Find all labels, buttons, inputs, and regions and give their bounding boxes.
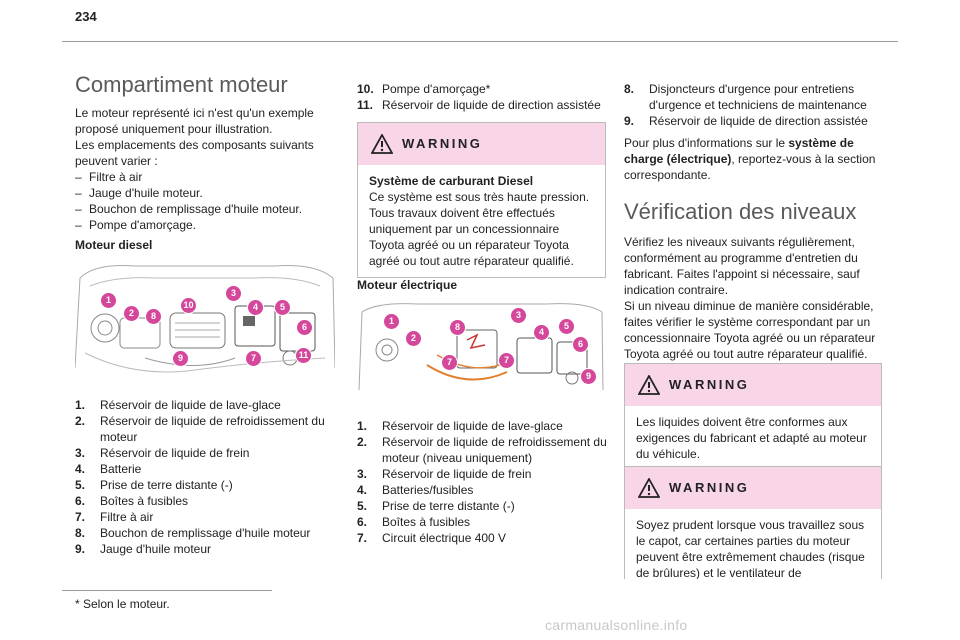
callout-badge-7: 7 xyxy=(245,350,262,367)
footnote: * Selon le moteur. xyxy=(75,597,170,611)
diesel-components-list-continued xyxy=(357,81,607,113)
warning-label: WARNING xyxy=(402,136,483,151)
callout-badge-7: 7 xyxy=(441,354,458,371)
callout-badge-6: 6 xyxy=(572,336,589,353)
list-item: 3. Réservoir de liquide de frein xyxy=(75,446,250,460)
list-item: 1. Réservoir de liquide de lave-glace xyxy=(75,398,281,412)
warning-triangle-icon xyxy=(638,375,660,395)
warning-text: Ce système est sous très haute pression. Tous travaux doivent être effectués uniquement par un concessionnaire Toyota agréé ou un réparateur Toyota agréé ou tout autre réparateur qualifié. xyxy=(369,190,590,268)
list-item: – Bouchon de remplissage d'huile moteur. xyxy=(75,202,303,216)
warning-box-hot-parts xyxy=(624,466,882,579)
watermark: carmanualsonline.info xyxy=(545,617,688,633)
header-divider xyxy=(62,41,898,42)
list-item: 11. Réservoir de liquide de direction assistée xyxy=(357,98,601,112)
list-item: 1. Réservoir de liquide de lave-glace xyxy=(357,419,563,433)
level-check-paragraph-2: Si un niveau diminue de manière considérable, faites vérifier le système correspondant par un concessionnaire Toyota agréé ou un réparateur Toyota agréé ou tout autre réparateur qualifié. xyxy=(624,299,876,361)
callout-badge-8: 8 xyxy=(449,319,466,336)
electric-components-list xyxy=(357,418,607,546)
list-item: 6. Boîtes à fusibles xyxy=(75,494,189,508)
warning-label: WARNING xyxy=(669,377,750,392)
warning-header xyxy=(625,467,881,509)
warning-label: WARNING xyxy=(669,480,750,495)
warning-header xyxy=(625,364,881,406)
list-item: 2. Réservoir de liquide de refroidissement du moteur xyxy=(75,414,325,444)
diesel-heading: Moteur diesel xyxy=(75,238,153,252)
list-item: 8. Disjoncteurs d'urgence pour entretiens d'urgence et techniciens de maintenance xyxy=(624,82,867,112)
list-item: 9. Réservoir de liquide de direction assistée xyxy=(624,114,868,128)
callout-badge-4: 4 xyxy=(533,324,550,341)
warning-heading: Système de carburant Diesel xyxy=(369,174,534,188)
callout-badge-4: 4 xyxy=(247,299,264,316)
warning-box-fluids xyxy=(624,363,882,471)
charging-system-reference: Pour plus d'informations sur le système de charge (électrique), reportez-vous à la section correspondante. xyxy=(624,136,876,182)
callout-badge-8: 8 xyxy=(145,308,162,325)
page-number: 234 xyxy=(75,9,97,24)
electric-heading: Moteur électrique xyxy=(357,278,458,292)
warning-text: Soyez prudent lorsque vous travaillez sous le capot, car certaines parties du moteur peuvent être extrêmement chaudes (risque de brûlures) et le ventilateur de xyxy=(636,518,865,579)
callout-badge-1: 1 xyxy=(100,292,117,309)
callout-badge-2: 2 xyxy=(405,330,422,347)
footnote-divider xyxy=(62,590,272,591)
list-item: 9. Jauge d'huile moteur xyxy=(75,542,212,556)
warning-text: Les liquides doivent être conformes aux exigences du fabricant et adapté au moteur du véhicule. xyxy=(636,415,867,461)
section-title-level-check: Vérification des niveaux xyxy=(624,199,857,224)
callout-badge-9: 9 xyxy=(172,350,189,367)
electric-components-list-continued xyxy=(624,81,882,129)
diesel-components-list xyxy=(75,397,333,557)
list-item: – Pompe d'amorçage. xyxy=(75,218,197,232)
list-item: 5. Prise de terre distante (-) xyxy=(357,499,515,513)
callout-badge-9: 9 xyxy=(580,368,597,385)
callout-badge-3: 3 xyxy=(510,307,527,324)
warning-box-diesel-fuel xyxy=(357,122,606,278)
intro-paragraph-1: Le moteur représenté ici n'est qu'un exemple proposé uniquement pour illustration. xyxy=(75,106,314,136)
section-title-engine-compartment: Compartiment moteur xyxy=(75,72,288,97)
intro-paragraph-2: Les emplacements des composants suivants peuvent varier : xyxy=(75,138,314,168)
list-item: – Jauge d'huile moteur. xyxy=(75,186,203,200)
callout-badge-5: 5 xyxy=(558,318,575,335)
diesel-engine-illustration xyxy=(75,258,335,388)
variable-components-list xyxy=(75,169,325,233)
list-item: 7. Circuit électrique 400 V xyxy=(357,531,507,545)
electric-engine-illustration xyxy=(357,300,604,400)
level-check-paragraph-1: Vérifiez les niveaux suivants régulièrement, conformément au programme d'entretien du fabricant. Faites l'appoint si nécessaire, sauf indication contraire. xyxy=(624,235,860,297)
list-item: 8. Bouchon de remplissage d'huile moteur xyxy=(75,526,311,540)
callout-badge-11: 11 xyxy=(295,347,312,364)
list-item: 2. Réservoir de liquide de refroidissement du moteur (niveau uniquement) xyxy=(357,435,607,465)
warning-triangle-icon xyxy=(371,134,393,154)
list-item: 3. Réservoir de liquide de frein xyxy=(357,467,532,481)
list-item: 4. Batteries/fusibles xyxy=(357,483,474,497)
list-item: – Filtre à air xyxy=(75,170,143,184)
callout-badge-6: 6 xyxy=(296,319,313,336)
callout-badge-7: 7 xyxy=(498,352,515,369)
warning-triangle-icon xyxy=(638,478,660,498)
list-item: 4. Batterie xyxy=(75,462,142,476)
list-item: 5. Prise de terre distante (-) xyxy=(75,478,233,492)
list-item: 7. Filtre à air xyxy=(75,510,154,524)
callout-badge-2: 2 xyxy=(123,305,140,322)
warning-header xyxy=(358,123,605,165)
list-item: 6. Boîtes à fusibles xyxy=(357,515,471,529)
list-item: 10. Pompe d'amorçage* xyxy=(357,82,491,96)
callout-badge-10: 10 xyxy=(180,297,197,314)
callout-badge-3: 3 xyxy=(225,285,242,302)
callout-badge-5: 5 xyxy=(274,299,291,316)
callout-badge-1: 1 xyxy=(383,313,400,330)
